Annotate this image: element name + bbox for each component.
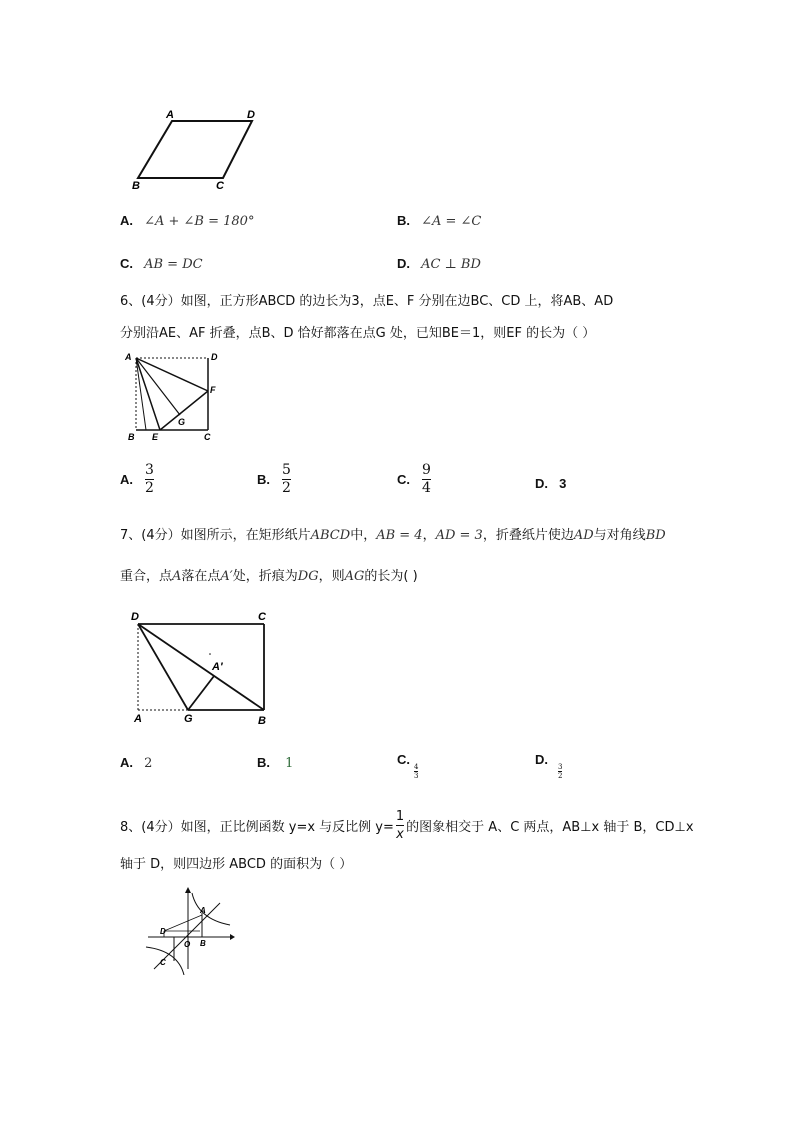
q8-text-line2: 轴于 D，则四边形 ABCD 的面积为（ ） xyxy=(120,857,353,872)
text-run: 与对角线 xyxy=(593,528,646,543)
option-letter: C. xyxy=(397,472,410,487)
q6-label-g: G xyxy=(178,417,186,427)
q7-text-line1 xyxy=(120,524,666,543)
q8-label-a: A xyxy=(200,906,206,915)
q6-label-a: A xyxy=(125,352,132,362)
q8-inline-fraction xyxy=(396,808,404,843)
q7-label-b: B xyxy=(258,715,266,727)
option-letter: C. xyxy=(397,752,410,767)
option-letter: B. xyxy=(257,755,270,770)
q7-label-g: G xyxy=(184,713,193,725)
q6-label-e: E xyxy=(152,432,159,442)
q6-label-f: F xyxy=(210,385,216,395)
q7-rectangle-figure xyxy=(124,606,276,730)
math-run: AD xyxy=(573,528,594,543)
option-fraction xyxy=(282,462,291,497)
math-run: AG xyxy=(344,569,365,584)
option-text: 2 xyxy=(144,756,153,771)
q7-label-a: A xyxy=(134,713,142,725)
q5-label-a: A xyxy=(166,109,174,121)
option-letter: C. xyxy=(120,256,133,271)
text-run: ， xyxy=(422,528,436,543)
q6-text-line2: 分别沿AE、AF 折叠，点B、D 恰好都落在点G 处，已知BE＝1，则EF 的长为（ ） xyxy=(120,326,596,341)
option-letter: D. xyxy=(535,752,548,767)
text-run: 中， xyxy=(350,528,377,543)
q5-option-d[interactable] xyxy=(397,253,481,272)
text-run: 8、(4分）如图，正比例函数 y=x 与反比例 y= xyxy=(120,820,394,835)
fraction-denominator: 2 xyxy=(282,480,291,496)
option-letter: A. xyxy=(120,213,133,228)
option-letter: B. xyxy=(397,213,410,228)
text-run: 处，折痕为 xyxy=(232,569,298,584)
option-text: 1 xyxy=(285,756,294,771)
q7-option-a[interactable] xyxy=(120,752,152,771)
q6-text-line1: 6、(4分）如图，正方形ABCD 的边长为3，点E、F 分别在边BC、CD 上，将AB、AD xyxy=(120,294,614,309)
option-text: 3 xyxy=(559,476,567,491)
math-run: AD = 3 xyxy=(435,528,483,543)
option-text: AB = DC xyxy=(144,257,203,272)
text-run: 重合，点 xyxy=(120,569,173,584)
option-letter: B. xyxy=(257,472,270,487)
option-letter: D. xyxy=(535,476,548,491)
q6-label-d: D xyxy=(211,352,218,362)
q8-text-line1 xyxy=(120,808,694,843)
math-run: A xyxy=(172,569,182,584)
q6-square-figure xyxy=(124,348,224,446)
option-fraction xyxy=(558,763,562,780)
text-run: 7、(4分）如图所示，在矩形纸片 xyxy=(120,528,311,543)
q7-option-c[interactable] xyxy=(397,752,418,780)
option-fraction xyxy=(422,462,431,497)
fraction-numerator: 3 xyxy=(558,763,563,771)
q6-option-c[interactable] xyxy=(397,462,431,497)
math-run: A′ xyxy=(220,569,233,584)
option-fraction xyxy=(414,763,418,780)
q5-label-c: C xyxy=(216,180,224,192)
option-text: ∠A + ∠B = 180° xyxy=(144,214,255,229)
math-run: DG xyxy=(297,569,319,584)
option-letter: A. xyxy=(120,472,133,487)
math-run: AB = 4 xyxy=(376,528,423,543)
fraction-denominator: x xyxy=(396,827,404,842)
option-fraction xyxy=(145,462,154,497)
fraction-numerator: 9 xyxy=(422,462,431,478)
option-letter: A. xyxy=(120,755,133,770)
option-letter: D. xyxy=(397,256,410,271)
math-run: ABCD xyxy=(310,528,351,543)
text-run: 的长为( ) xyxy=(364,569,418,584)
q8-label-b: B xyxy=(200,939,206,948)
q7-label-a-prime: A′ xyxy=(212,661,223,673)
q6-option-d[interactable] xyxy=(535,473,566,492)
q5-option-b[interactable] xyxy=(397,210,481,229)
option-text: ∠A = ∠C xyxy=(421,214,482,229)
q6-option-b[interactable] xyxy=(257,462,291,497)
fraction-numerator: 4 xyxy=(414,763,419,771)
fraction-denominator: 2 xyxy=(145,480,154,496)
fraction-denominator: 2 xyxy=(558,772,563,780)
q8-label-o: O xyxy=(184,940,191,949)
text-run: 的图象相交于 A、C 两点，AB⊥x 轴于 B，CD⊥x xyxy=(406,820,694,835)
q5-option-a[interactable] xyxy=(120,210,254,229)
fraction-numerator: 3 xyxy=(145,462,154,478)
q6-label-c: C xyxy=(204,432,211,442)
fraction-numerator: 1 xyxy=(395,809,405,824)
text-run: 落在点 xyxy=(181,569,221,584)
q6-option-a[interactable] xyxy=(120,462,154,497)
q8-label-c: C xyxy=(160,958,166,967)
q6-label-b: B xyxy=(128,432,135,442)
q7-label-d: D xyxy=(131,611,139,623)
fraction-numerator: 5 xyxy=(282,462,291,478)
q7-option-b[interactable] xyxy=(257,752,293,771)
fraction-denominator: 4 xyxy=(422,480,431,496)
q8-label-d: D xyxy=(160,927,166,936)
q7-label-c: C xyxy=(258,611,266,623)
text-run: ，折叠纸片使边 xyxy=(482,528,574,543)
q8-graph-figure xyxy=(140,885,240,975)
fraction-denominator: 3 xyxy=(414,772,419,780)
q7-option-d[interactable] xyxy=(535,752,562,780)
q5-label-b: B xyxy=(132,180,140,192)
text-run: ，则 xyxy=(318,569,345,584)
q5-label-d: D xyxy=(247,109,255,121)
q5-option-c[interactable] xyxy=(120,253,203,272)
q7-text-line2 xyxy=(120,565,418,584)
math-run: BD xyxy=(645,528,666,543)
q5-parallelogram-figure xyxy=(128,104,268,194)
option-text: AC ⊥ BD xyxy=(421,257,481,272)
